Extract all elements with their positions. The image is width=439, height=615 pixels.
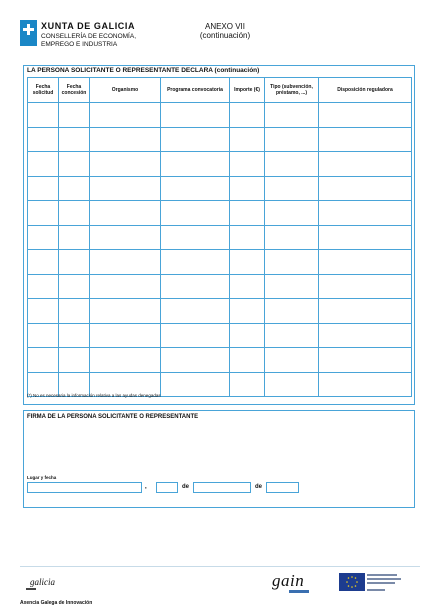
table-cell[interactable] (230, 201, 265, 226)
column-header: Importe (€) (230, 78, 265, 103)
place-date-label: Lugar y fecha (27, 475, 57, 480)
table-cell[interactable] (265, 348, 319, 373)
table-cell[interactable] (28, 152, 59, 177)
table-cell[interactable] (59, 103, 90, 128)
table-cell[interactable] (265, 372, 319, 397)
table-cell[interactable] (265, 274, 319, 299)
table-cell[interactable] (90, 299, 161, 324)
table-cell[interactable] (319, 152, 412, 177)
signature-section (23, 410, 415, 508)
column-header: Organismo (90, 78, 161, 103)
table-cell[interactable] (265, 127, 319, 152)
table-cell[interactable] (265, 299, 319, 324)
year-input[interactable] (266, 482, 299, 493)
galicia-swoosh-icon (26, 588, 36, 590)
table-cell[interactable] (28, 299, 59, 324)
table-cell[interactable] (161, 372, 230, 397)
column-header: Disposición reguladora (319, 78, 412, 103)
eu-caption-line (367, 582, 395, 584)
table-cell[interactable] (265, 176, 319, 201)
table-cell[interactable] (161, 348, 230, 373)
table-row (28, 274, 412, 299)
table-cell[interactable] (230, 225, 265, 250)
de-separator: de (255, 484, 263, 490)
table-cell[interactable] (90, 176, 161, 201)
table-cell[interactable] (319, 250, 412, 275)
table-cell[interactable] (230, 323, 265, 348)
table-cell[interactable] (28, 103, 59, 128)
eu-caption-line (367, 578, 401, 580)
declaration-title: LA PERSONA SOLICITANTE O REPRESENTANTE DECLARA (continuación) (27, 67, 260, 74)
table-cell[interactable] (161, 152, 230, 177)
department-line-2: EMPREGO E INDUSTRIA (41, 41, 118, 48)
footnote: (*) No es necesaria la información relativa a las ayudas denegadas (27, 393, 161, 398)
column-header: Programa convocatoria (161, 78, 230, 103)
table-cell[interactable] (90, 250, 161, 275)
table-cell[interactable] (59, 250, 90, 275)
table-cell[interactable] (230, 152, 265, 177)
table-cell[interactable] (161, 176, 230, 201)
table-cell[interactable] (59, 348, 90, 373)
table-cell[interactable] (90, 152, 161, 177)
table-cell[interactable] (28, 348, 59, 373)
document-subtitle: (continuación) (199, 31, 251, 40)
table-cell[interactable] (59, 299, 90, 324)
gain-underline-icon (289, 590, 309, 593)
table-cell[interactable] (230, 176, 265, 201)
table-cell[interactable] (319, 127, 412, 152)
table-cell[interactable] (59, 201, 90, 226)
table-cell[interactable] (59, 225, 90, 250)
table-cell[interactable] (230, 127, 265, 152)
table-cell[interactable] (265, 201, 319, 226)
table-cell[interactable] (90, 127, 161, 152)
day-input[interactable] (156, 482, 178, 493)
column-header: Fecha solicitud (28, 78, 59, 103)
table-header-row (28, 78, 412, 103)
table-cell[interactable] (265, 152, 319, 177)
gain-logo: gain (272, 571, 305, 590)
aid-table (27, 77, 412, 397)
table-row (28, 127, 412, 152)
table-row (28, 348, 412, 373)
table-cell[interactable] (265, 103, 319, 128)
table-row (28, 201, 412, 226)
table-cell[interactable] (161, 103, 230, 128)
eu-flag-icon (339, 573, 365, 591)
agency-name: Axencia Galega de Innovación (20, 600, 93, 606)
table-cell[interactable] (161, 225, 230, 250)
table-cell[interactable] (319, 323, 412, 348)
table-cell[interactable] (319, 176, 412, 201)
table-row (28, 299, 412, 324)
table-cell[interactable] (265, 323, 319, 348)
table-row (28, 250, 412, 275)
table-cell[interactable] (161, 299, 230, 324)
table-cell[interactable] (319, 372, 412, 397)
table-cell[interactable] (319, 201, 412, 226)
table-cell[interactable] (319, 225, 412, 250)
table-cell[interactable] (59, 323, 90, 348)
xunta-cross-icon (20, 20, 37, 46)
table-cell[interactable] (230, 103, 265, 128)
table-cell[interactable] (59, 152, 90, 177)
table-cell[interactable] (230, 274, 265, 299)
eu-caption-line (367, 574, 397, 576)
table-cell[interactable] (28, 250, 59, 275)
table-cell[interactable] (90, 201, 161, 226)
month-input[interactable] (193, 482, 251, 493)
table-cell[interactable] (265, 250, 319, 275)
table-row (28, 323, 412, 348)
table-cell[interactable] (90, 225, 161, 250)
department-line-1: CONSELLERÍA DE ECONOMÍA, (41, 33, 136, 40)
table-cell[interactable] (28, 323, 59, 348)
table-cell[interactable] (28, 274, 59, 299)
table-cell[interactable] (28, 176, 59, 201)
table-cell[interactable] (161, 274, 230, 299)
org-name: XUNTA DE GALICIA (41, 21, 136, 31)
column-header: Tipo (subvención, préstamo, ...) (265, 78, 319, 103)
table-cell[interactable] (230, 299, 265, 324)
table-cell[interactable] (319, 274, 412, 299)
comma-separator: , (145, 484, 147, 490)
table-row (28, 176, 412, 201)
table-cell[interactable] (90, 323, 161, 348)
table-cell[interactable] (28, 225, 59, 250)
table-row (28, 103, 412, 128)
table-cell[interactable] (230, 250, 265, 275)
table-cell[interactable] (90, 274, 161, 299)
galicia-logo: galicia (30, 577, 55, 587)
table-cell[interactable] (90, 103, 161, 128)
table-cell[interactable] (319, 103, 412, 128)
eu-caption-line (367, 589, 385, 591)
table-cell[interactable] (59, 127, 90, 152)
column-header: Fecha concesión (59, 78, 90, 103)
place-input[interactable] (27, 482, 142, 493)
table-cell[interactable] (161, 127, 230, 152)
table-cell[interactable] (28, 127, 59, 152)
table-cell[interactable] (230, 372, 265, 397)
table-row (28, 225, 412, 250)
table-cell[interactable] (230, 348, 265, 373)
table-cell[interactable] (161, 323, 230, 348)
document-title: ANEXO VII (204, 22, 245, 31)
table-cell[interactable] (28, 201, 59, 226)
de-separator: de (182, 484, 190, 490)
table-cell[interactable] (161, 250, 230, 275)
table-cell[interactable] (59, 176, 90, 201)
table-cell[interactable] (161, 201, 230, 226)
table-cell[interactable] (319, 299, 412, 324)
footer-divider (20, 566, 420, 567)
table-row (28, 152, 412, 177)
table-cell[interactable] (319, 348, 412, 373)
table-cell[interactable] (265, 225, 319, 250)
table-cell[interactable] (59, 274, 90, 299)
signature-title: FIRMA DE LA PERSONA SOLICITANTE O REPRESENTANTE (27, 414, 199, 420)
table-cell[interactable] (90, 348, 161, 373)
